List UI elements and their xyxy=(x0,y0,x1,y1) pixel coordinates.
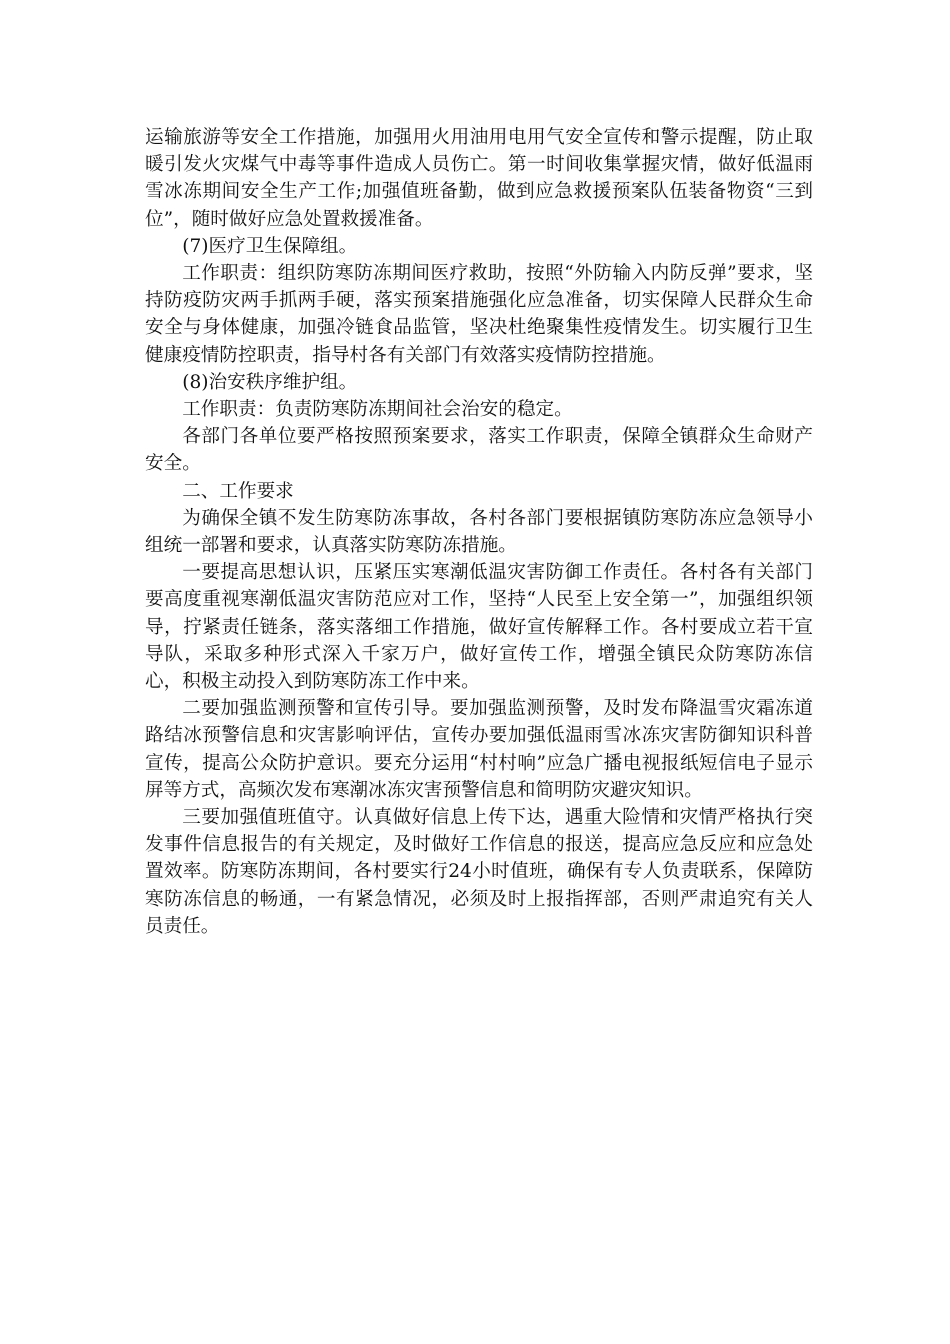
paragraph-requirement-2: 二要加强监测预警和宣传引导。要加强监测预警，及时发布降温雪灾霜冻道路结冰预警信息和灾害影响评估，宣传办要加强低温雨雪冰冻灾害防御知识科普宣传，提高公众防护意识。要充分运用“村村响”应急广播电视报纸短信电子显示屏等方式，高频次发布寒潮冰冻灾害预警信息和简明防灾避灾知识。 xyxy=(145,698,813,801)
section-heading-requirements: 二、工作要求 xyxy=(182,480,294,502)
paragraph-requirement-1: 一要提高思想认识，压紧压实寒潮低温灾害防御工作责任。各村各有关部门要高度重视寒潮低温灾害防范应对工作，坚持“人民至上安全第一”，加强组织领导，拧紧责任链条，落实落细工作措施，做好宣传解释工作。各村要成立若干宣导队，采取多种形式深入千家万户，做好宣传工作，增强全镇民众防寒防冻信心，积极主动投入到防寒防冻工作中来。 xyxy=(145,562,813,693)
paragraph-security-duties: 工作职责：负责防寒防冻期间社会治安的稳定。 xyxy=(182,399,573,421)
paragraph-safety-measures: 运输旅游等安全工作措施，加强用火用油用电用气安全宣传和警示提醒，防止取暖引发火灾煤气中毒等事件造成人员伤亡。第一时间收集掌握灾情，做好低温雨雪冰冻期间安全生产工作;加强值班备勤，做到应急救援预案队伍装备物资“三到位”，随时做好应急处置救援准备。 xyxy=(145,127,813,230)
paragraph-requirement-3: 三要加强值班值守。认真做好信息上传下达，遇重大险情和灾情严格执行突发事件信息报告的有关规定，及时做好工作信息的报送，提高应急反应和应急处置效率。防寒防冻期间，各村要实行24小时值班，确保有专人负责联系，保障防寒防冻信息的畅通，一有紧急情况，必须及时上报指挥部，否则严肃追究有关人员责任。 xyxy=(145,807,813,937)
heading-security-group: (8)治安秩序维护组。 xyxy=(182,371,358,393)
paragraph-medical-duties: 工作职责：组织防寒防冻期间医疗救助，按照“外防输入内防反弹”要求，坚持防疫防灾两手抓两手硬，落实预案措施强化应急准备，切实保障人民群众生命安全与身体健康，加强冷链食品监管，坚决杜绝聚集性疫情发生。切实履行卫生健康疫情防控职责，指导村各有关部门有效落实疫情防控措施。 xyxy=(145,263,813,366)
paragraph-departments-duties: 各部门各单位要严格按照预案要求，落实工作职责，保障全镇群众生命财产安全。 xyxy=(145,426,813,475)
document-body xyxy=(145,124,813,940)
paragraph-requirements-intro: 为确保全镇不发生防寒防冻事故，各村各部门要根据镇防寒防冻应急领导小组统一部署和要求，认真落实防寒防冻措施。 xyxy=(145,507,813,557)
heading-medical-group: (7)医疗卫生保障组。 xyxy=(182,235,358,257)
